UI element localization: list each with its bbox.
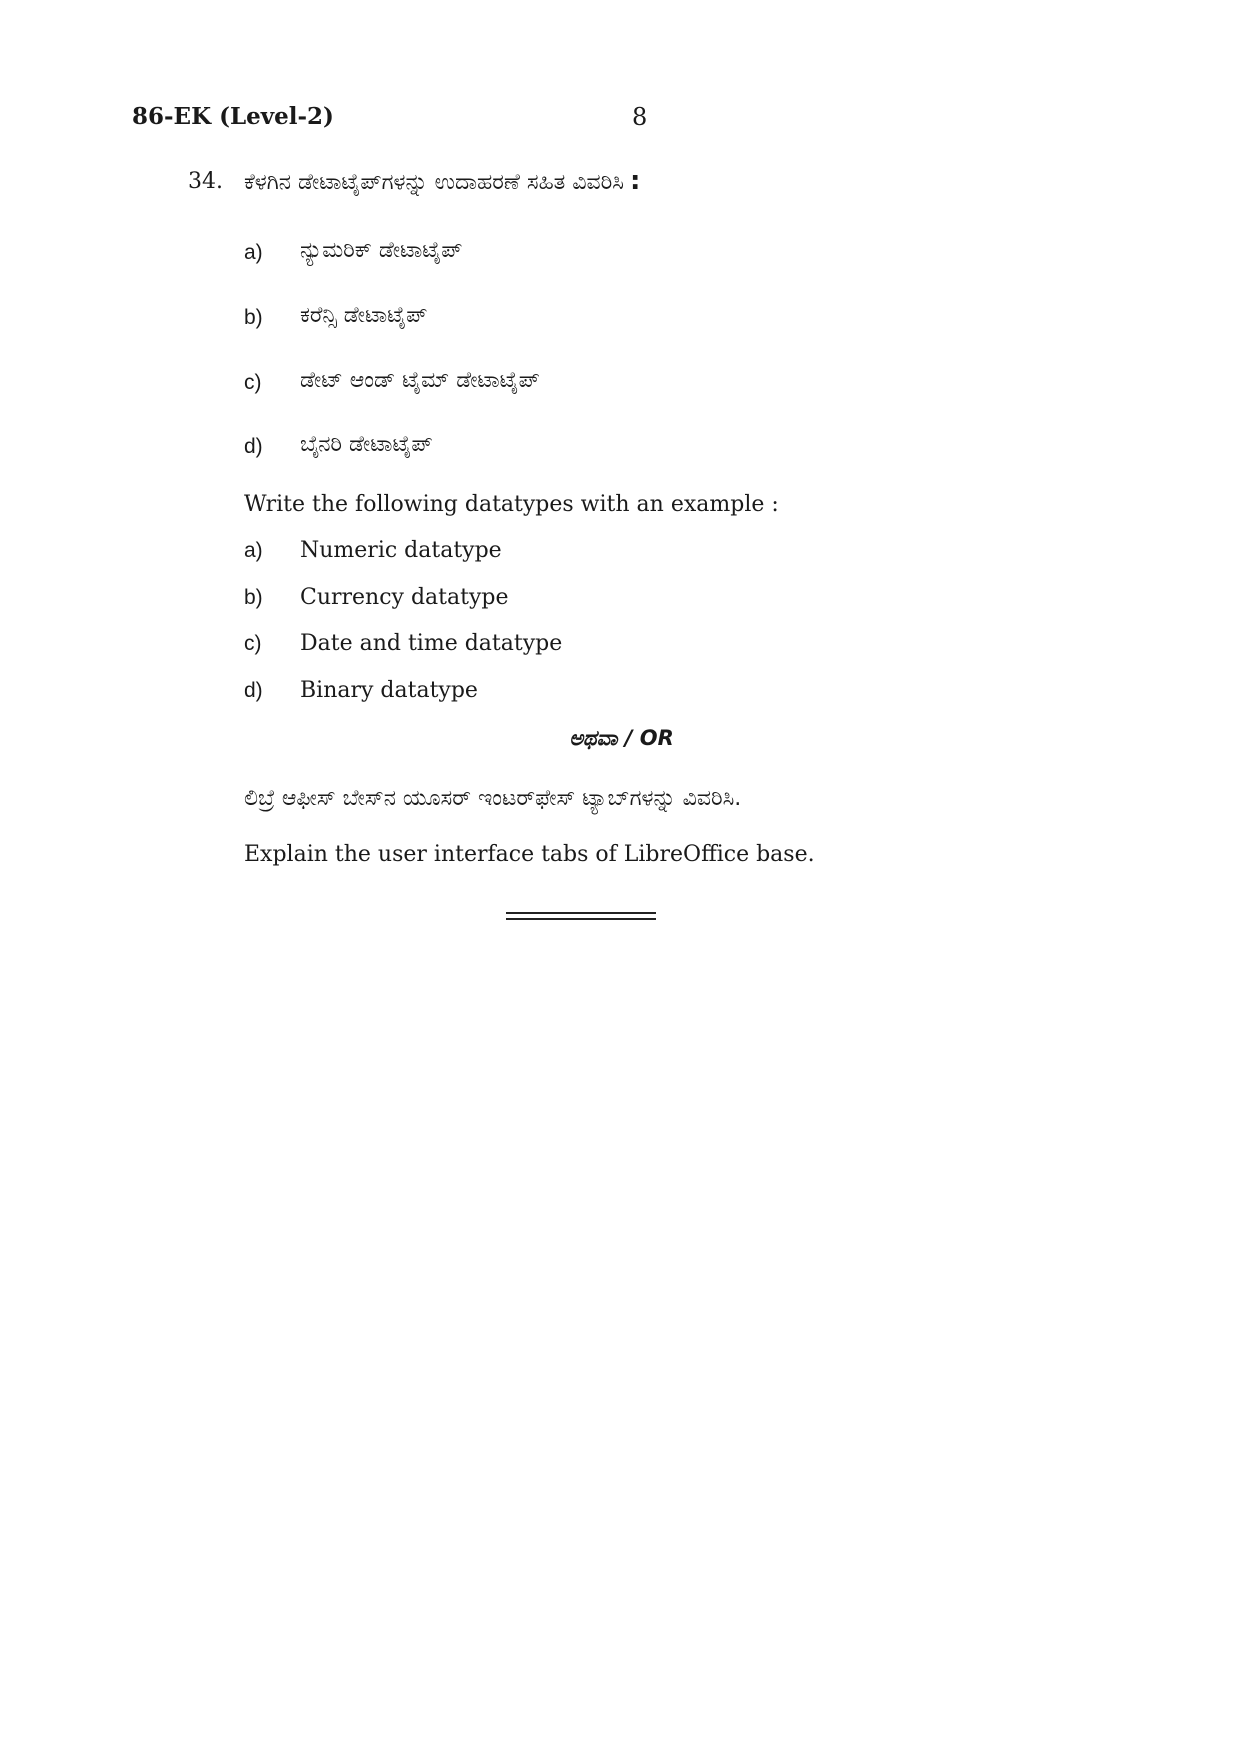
english-option-label: d): [244, 679, 263, 702]
alt-question-kannada: ಲಿಬ್ರೆ ಆಫೀಸ್ ಬೇಸ್‌ನ ಯೂಸರ್ ಇಂಟರ್‌ಫೇಸ್ ಟ್ಯಾಬ್‌ಗಳನ್ನು ವಿವರಿಸಿ.: [244, 786, 742, 811]
english-option-label: a): [244, 539, 263, 562]
kannada-option-text: ಡೇಟ್ ಆಂಡ್ ಟೈಮ್ ಡೇಟಾಟೈಪ್: [300, 368, 540, 393]
english-option-text: Currency datatype: [300, 585, 509, 610]
kannada-option-label: c): [244, 371, 262, 394]
question-number: 34.: [188, 169, 223, 194]
english-option-text: Binary datatype: [300, 678, 478, 703]
paper-code: 86-EK (Level-2): [132, 103, 334, 130]
question-prompt-english: Write the following datatypes with an example :: [244, 492, 779, 517]
english-option-label: b): [244, 586, 263, 609]
kannada-option-text: ನ್ಯುಮರಿಕ್ ಡೇಟಾಟೈಪ್: [300, 238, 463, 263]
kannada-option-text: ಕರೆನ್ಸಿ ಡೇಟಾಟೈಪ್: [300, 303, 428, 328]
english-option-text: Numeric datatype: [300, 538, 502, 563]
alt-question-english: Explain the user interface tabs of LibreOffice base.: [244, 842, 815, 867]
kannada-option-label: a): [244, 241, 263, 264]
end-rule-top: [506, 912, 656, 914]
prompt-colon: :: [629, 166, 641, 196]
kannada-option-text: ಬೈನರಿ ಡೇಟಾಟೈಪ್: [300, 432, 433, 457]
english-option-label: c): [244, 632, 262, 655]
question-prompt-kannada: [244, 166, 640, 196]
english-option-text: Date and time datatype: [300, 631, 563, 656]
page-number: 8: [632, 103, 648, 131]
prompt-kannada-text: ಕೆಳಗಿನ ಡೇಟಾಟೈಪ್‌ಗಳನ್ನು ಉದಾಹರಣೆ ಸಹಿತ ವಿವರಿಸಿ: [244, 170, 624, 195]
or-separator: [0, 726, 1241, 751]
or-separator-text: ಅಥವಾ / OR: [569, 726, 674, 750]
kannada-option-label: d): [244, 435, 263, 458]
kannada-option-label: b): [244, 306, 263, 329]
end-rule-bottom: [506, 918, 656, 920]
